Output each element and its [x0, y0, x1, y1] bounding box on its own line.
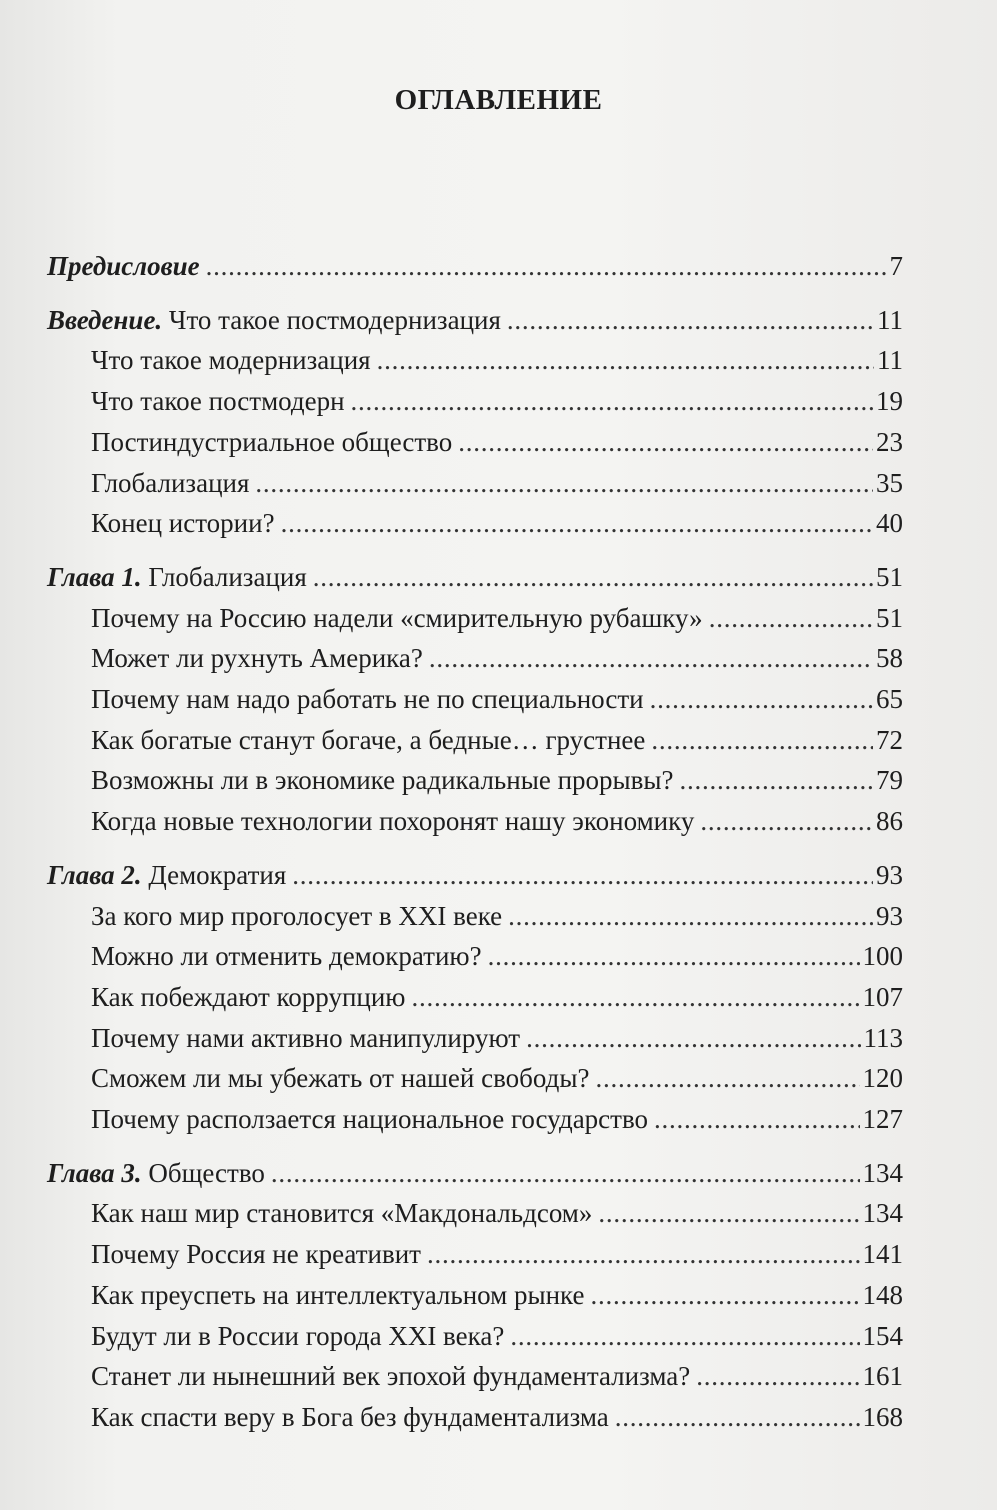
- toc-item: [47, 801, 903, 842]
- toc-item: [47, 1275, 903, 1316]
- toc-page-number: 113: [863, 1022, 903, 1053]
- toc-entry-label: [91, 1275, 585, 1316]
- toc-page-number: 51: [876, 561, 903, 592]
- toc-entry-label: [91, 720, 645, 761]
- toc-entry-title: Что такое постмодернизация: [162, 304, 501, 335]
- dot-leader: [615, 1397, 860, 1438]
- toc-section: [47, 1153, 903, 1194]
- toc-entry-label: [91, 977, 405, 1018]
- toc-entry-prefix: Глава 2.: [47, 859, 142, 890]
- toc-page-number: 23: [876, 426, 903, 457]
- toc-page-number: 134: [862, 1157, 903, 1188]
- table-of-contents: [47, 246, 903, 1438]
- toc-entry-title: Будут ли в России города XXI века?: [91, 1320, 505, 1351]
- dot-leader: [650, 679, 873, 720]
- dot-leader: [651, 720, 873, 761]
- toc-item: [47, 1018, 903, 1059]
- toc-item: [47, 1099, 903, 1140]
- toc-entry-title: Как богатые станут богаче, а бедные… грустнее: [91, 724, 646, 755]
- toc-entry-title: Возможны ли в экономике радикальные прорывы?: [91, 765, 674, 796]
- toc-entry-title: Глобализация: [141, 561, 307, 592]
- dot-leader: [654, 1099, 859, 1140]
- toc-entry-label: [91, 422, 452, 463]
- toc-page-number: 40: [876, 508, 903, 539]
- toc-entry-title: Когда новые технологии похоронят нашу экономику: [91, 806, 695, 837]
- toc-page-number: 134: [862, 1198, 903, 1229]
- toc-page-number: 51: [876, 602, 903, 633]
- dot-leader: [427, 1234, 860, 1275]
- toc-page-number: 72: [876, 724, 903, 755]
- toc-entry-label: [91, 1193, 592, 1234]
- toc-section: [47, 855, 903, 896]
- toc-section: [47, 300, 903, 341]
- toc-entry-label: [91, 1099, 648, 1140]
- toc-page-number: 86: [876, 806, 903, 837]
- dot-leader: [377, 340, 874, 381]
- toc-entry-prefix: Предисловие: [47, 251, 200, 281]
- toc-entry-title: Почему расползается национальное государство: [91, 1104, 649, 1135]
- toc-entry-title: Глобализация: [91, 467, 250, 498]
- toc-page-number: 161: [862, 1361, 903, 1392]
- dot-leader: [351, 381, 873, 422]
- toc-page-number: 154: [862, 1320, 903, 1351]
- dot-leader: [292, 855, 873, 896]
- toc-item: [47, 381, 903, 422]
- dot-leader: [680, 760, 873, 801]
- toc-entry-label: [91, 760, 674, 801]
- toc-entry-label: [91, 463, 249, 504]
- dot-leader: [591, 1275, 860, 1316]
- toc-item: [47, 1356, 903, 1397]
- toc-page-number: 120: [862, 1063, 903, 1094]
- toc-entry-label: [91, 801, 694, 842]
- toc-item: [47, 1234, 903, 1275]
- toc-entry-label: [91, 1234, 421, 1275]
- toc-item: [47, 598, 903, 639]
- toc-entry-label: [91, 679, 644, 720]
- toc-item: [47, 340, 903, 381]
- toc-page-number: 58: [876, 643, 903, 674]
- toc-entry-label: [91, 638, 423, 679]
- toc-entry-label: [91, 1018, 520, 1059]
- dot-leader: [595, 1058, 859, 1099]
- dot-leader: [510, 1316, 859, 1357]
- toc-entry-title: Может ли рухнуть Америка?: [91, 643, 423, 674]
- dot-leader: [507, 300, 874, 341]
- toc-entry-label: [47, 246, 200, 287]
- toc-page-number: 11: [877, 345, 903, 376]
- toc-entry-label: [91, 896, 502, 937]
- toc-page-number: 19: [876, 386, 903, 417]
- toc-page-number: 93: [876, 900, 903, 931]
- dot-leader: [255, 463, 873, 504]
- toc-entry-title: Почему на Россию надели «смирительную рубашку»: [91, 602, 703, 633]
- toc-entry-title: Как преуспеть на интеллектуальном рынке: [91, 1279, 585, 1310]
- toc-entry-prefix: Глава 3.: [47, 1157, 142, 1188]
- toc-entry-label: [47, 300, 501, 341]
- toc-page-number: 93: [876, 859, 903, 890]
- toc-entry-title: Можно ли отменить демократию?: [91, 941, 482, 972]
- toc-entry-title: Конец истории?: [91, 508, 275, 539]
- toc-page-number: 100: [862, 941, 903, 972]
- toc-entry-label: [47, 557, 307, 598]
- toc-entry-label: [91, 1356, 690, 1397]
- page-title: ОГЛАВЛЕНИЕ: [394, 84, 603, 116]
- dot-leader: [271, 1153, 860, 1194]
- toc-entry-title: Как наш мир становится «Макдональдсом»: [91, 1198, 593, 1229]
- toc-entry-label: [91, 936, 482, 977]
- toc-page-number: 65: [876, 684, 903, 715]
- toc-entry-title: Что такое постмодерн: [91, 386, 345, 417]
- toc-entry-title: Общество: [141, 1157, 265, 1188]
- toc-item: [47, 638, 903, 679]
- toc-entry-title: За кого мир проголосует в XXI веке: [91, 900, 503, 931]
- toc-entry-label: [91, 340, 371, 381]
- toc-page-number: 79: [876, 765, 903, 796]
- toc-entry-label: [91, 503, 275, 544]
- toc-item: [47, 760, 903, 801]
- toc-entry-title: Демократия: [141, 859, 287, 890]
- toc-entry-label: [91, 381, 345, 422]
- toc-item: [47, 679, 903, 720]
- toc-entry-title: Почему нам надо работать не по специальности: [91, 684, 644, 715]
- dot-leader: [526, 1018, 860, 1059]
- toc-section: [47, 246, 903, 287]
- toc-page-number: 148: [862, 1279, 903, 1310]
- toc-entry-title: Сможем ли мы убежать от нашей свободы?: [91, 1063, 590, 1094]
- toc-section: [47, 557, 903, 598]
- toc-page-number: 107: [862, 981, 903, 1012]
- toc-page-number: 141: [862, 1239, 903, 1270]
- dot-leader: [313, 557, 873, 598]
- dot-leader: [429, 638, 873, 679]
- toc-entry-title: Станет ли нынешний век эпохой фундаментализма?: [91, 1361, 691, 1392]
- toc-entry-title: Как побеждают коррупцию: [91, 981, 406, 1012]
- toc-entry-title: Почему Россия не креативит: [91, 1239, 421, 1270]
- toc-entry-title: Что такое модернизация: [91, 345, 371, 376]
- toc-page-number: 11: [877, 304, 903, 335]
- toc-entry-title: Как спасти веру в Бога без фундаментализма: [91, 1401, 609, 1432]
- dot-leader: [709, 598, 873, 639]
- toc-entry-label: [47, 1153, 265, 1194]
- toc-item: [47, 720, 903, 761]
- toc-entry-label: [91, 1058, 589, 1099]
- toc-page-number: 7: [889, 251, 903, 281]
- toc-entry-prefix: Глава 1.: [47, 561, 142, 592]
- toc-entry-prefix: Введение.: [47, 304, 163, 335]
- dot-leader: [508, 896, 873, 937]
- toc-item: [47, 463, 903, 504]
- toc-page-number: 35: [876, 467, 903, 498]
- toc-item: [47, 1058, 903, 1099]
- dot-leader: [206, 246, 887, 287]
- toc-entry-label: [91, 1397, 609, 1438]
- toc-item: [47, 503, 903, 544]
- toc-item: [47, 936, 903, 977]
- toc-item: [47, 1316, 903, 1357]
- toc-item: [47, 1397, 903, 1438]
- dot-leader: [488, 936, 860, 977]
- toc-entry-label: [47, 855, 286, 896]
- toc-item: [47, 422, 903, 463]
- toc-page-number: 127: [862, 1104, 903, 1135]
- dot-leader: [696, 1356, 859, 1397]
- dot-leader: [411, 977, 859, 1018]
- toc-entry-title: Постиндустриальное общество: [91, 426, 453, 457]
- toc-item: [47, 896, 903, 937]
- toc-page-number: 168: [862, 1401, 903, 1432]
- toc-item: [47, 977, 903, 1018]
- dot-leader: [700, 801, 873, 842]
- dot-leader: [281, 503, 873, 544]
- toc-item: [47, 1193, 903, 1234]
- toc-entry-title: Почему нами активно манипулируют: [91, 1022, 521, 1053]
- toc-entry-label: [91, 1316, 504, 1357]
- toc-entry-label: [91, 598, 703, 639]
- dot-leader: [458, 422, 873, 463]
- dot-leader: [598, 1193, 859, 1234]
